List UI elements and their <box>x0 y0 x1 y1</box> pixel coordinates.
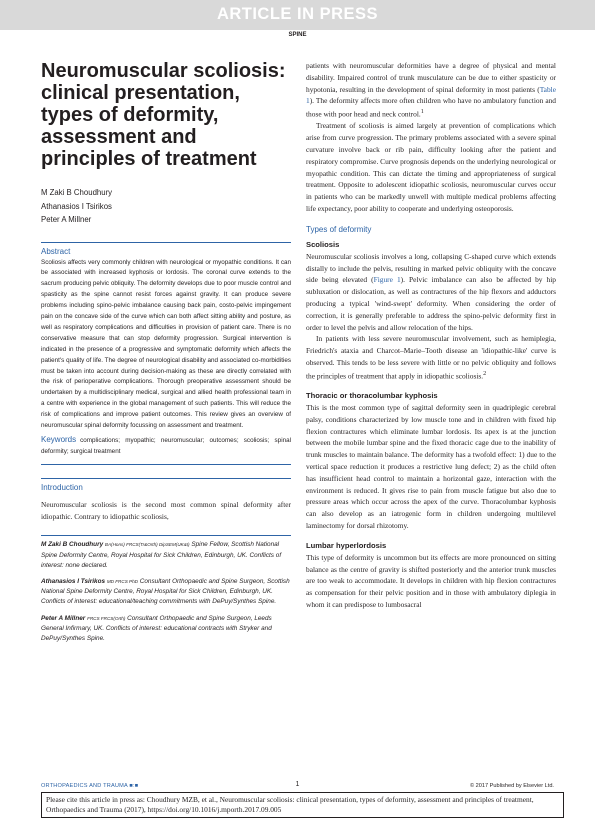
article-in-press-banner <box>0 0 595 30</box>
banner-text: ARTICLE IN PRESS <box>216 5 379 23</box>
author-bio <box>41 614 291 645</box>
author-list <box>41 186 291 227</box>
bio-text: Spine Fellow, Scottish National Spine Deformity Centre, Royal Hospital for Sick Children, Edinburgh, UK. Conflicts of interest: none declared. <box>41 541 282 569</box>
lumbar-hyperlordosis-heading: Lumbar hyperlordosis <box>306 540 387 550</box>
text-run: ). The deformity affects more often children who have no ambulatory function and those with poor head and neck control. <box>306 96 556 119</box>
author-bio <box>41 577 291 608</box>
article-title: Neuromuscular scoliosis: clinical presentation, types of deformity, assessment and principles of treatment <box>41 60 286 170</box>
keywords-text: complications; myopathic; neuromuscular; outcomes; scoliosis; spinal deformity; surgical treatment <box>41 437 291 455</box>
body-paragraph: Treatment of scoliosis is aimed largely at prevention of complications which arise from curve progression. The primary problems associated with a severe spinal curvature involve back or rib pain, difficulty looking after the patient and respiratory compromise. Curve prognosis depends on the underlying neurological or myopathic condition. This can dictate the timing and appropriateness of surgical treatment. Opposite to adolescent idiopathic scoliosis, neuromuscular curves occur in patients who can be markedly unwell with multiple medical problems affecting life expectancy, poor ability to cooperate and underlying osteoporosis. <box>306 121 556 214</box>
text-run: ). Pelvic imbalance can also be affected by hip subluxation or dislocation, as well as contractures of the hip flexors and adductors producing a typical 'wind-swept' deformity. When considering the order of correction, it is generally preferable to address the spino-pelvic deformity first in order to level the pelvis and allow relocation of the hips. <box>306 275 556 332</box>
divider <box>41 535 291 536</box>
figure-1-link[interactable]: Figure 1 <box>373 275 401 285</box>
abstract-text: Scoliosis affects very commonly children with neurological or myopathic conditions. It can be associated with increased kyphosis or lordosis. The coronal curve extends to the sacrum producing pelvic obliquity. The deformity develops due to poor muscle control and spasticity as the spine cannot resist forces against gravity. It can produce severe problems including spino-pelvic imbalance causing back pain, costo-pelvic impingement pain on the concave side of the curve which can both affect sitting ability and posture, as well as respiratory complications and difficulties in provision of patient care. There is no conservative measure that can stop deformity progression. Surgical intervention is indicated in the presence of a progressive and symptomatic deformity which affects the patient's quality of life. The degree of neurological disability and associated co-morbidities must be taken into account during decision-making as these are directly correlated with the risk of perioperative complications. Thorough preoperative assessment should be undertaken by a multidisciplinary medical, surgical and allied health professional team in a centre with experience in the global management of such patients. This will reduce the risk of complications and improve patient outcomes. This review gives an overview of neuromuscular spinal deformity focussing on assessment and treatment. <box>41 258 291 430</box>
section-tag: SPINE <box>288 32 307 38</box>
bio-credentials: FRCS FRCS(Orth) <box>87 615 126 621</box>
journal-footer: ORTHOPAEDICS AND TRAUMA ■:■ <box>41 783 139 789</box>
text-run: In patients with less severe neuromuscular involvement, such as hemiplegia, Friedrich's ataxia and Charcot–Marie–Tooth disease an 'idiopathic-like' curve is observed. This tends to be less severe with little or no pelvic obliquity and follows the principles of treatment that apply in idiopathic scoliosis. <box>306 334 556 381</box>
body-paragraph: This type of deformity is uncommon but its effects are more pronounced on sitting balance as the centre of gravity is shifted posteriorly and the anterior trunk muscles are too weak to accommodate. It develops in children with hip flexion contractures as compensation for their pelvic position and in those with ambulatory diplegia in whom it can predispose to lumbosacral <box>306 552 556 610</box>
text-run: patients with neuromuscular deformities have a degree of physical and mental disability. Impaired control of trunk musculature can be due to either spasticity or hypotonia, resulting in the development of spinal deformity in most patients ( <box>306 61 556 94</box>
keywords <box>41 435 291 458</box>
reference-1[interactable]: 1 <box>420 109 424 116</box>
table-1-link[interactable]: Table 1 <box>306 84 556 106</box>
introduction-heading: Introduction <box>41 482 83 492</box>
copyright-notice: © 2017 Published by Elsevier Ltd. <box>469 783 554 789</box>
author-bio <box>41 540 291 571</box>
author-bios <box>41 540 291 644</box>
scoliosis-heading: Scoliosis <box>306 239 340 249</box>
author-name: M Zaki B Choudhury <box>41 188 113 197</box>
keywords-label: Keywords <box>41 435 77 444</box>
divider <box>41 478 291 479</box>
thoracic-kyphosis-heading: Thoracic or thoracolumbar kyphosis <box>306 391 438 401</box>
introduction-text: Neuromuscular scoliosis is the second most common spinal deformity after idiopathic. Contrary to idiopathic scoliosis, <box>41 499 291 521</box>
text-run: Neuromuscular scoliosis involves a long, collapsing C-shaped curve which extends distally to include the pelvis, resulting in marked pelvic obliquity with the concave side being elevated ( <box>306 251 556 285</box>
bio-name: Athanasios I Tsirikos <box>41 578 106 586</box>
bio-credentials: BA(Hons) FRCS(Tr&Orth) DipSEM(UK&I) <box>104 542 190 548</box>
types-of-deformity-heading: Types of deformity <box>306 224 372 234</box>
body-paragraph <box>306 333 556 382</box>
reference-2[interactable]: 2 <box>483 370 487 377</box>
bio-text: Consultant Orthopaedic and Spine Surgeon, Leeds General Infirmary, UK. Conflicts of interest: educational contracts with Stryker and DePuy/Synthes Spine. <box>41 614 272 643</box>
author-name: Athanasios I Tsirikos <box>41 201 112 211</box>
left-column <box>41 60 291 650</box>
page-number: 1 <box>295 781 300 788</box>
bio-credentials: MD FRCS PhD <box>106 579 138 585</box>
bio-name: M Zaki B Choudhury <box>41 541 104 549</box>
body-paragraph <box>306 60 556 120</box>
divider <box>41 464 291 465</box>
abstract-heading: Abstract <box>41 246 71 256</box>
bio-name: Peter A Millner <box>41 614 86 622</box>
body-paragraph <box>306 251 556 334</box>
author-name: Peter A Millner <box>41 215 92 224</box>
divider <box>41 242 291 243</box>
citation-box: Please cite this article in press as: Choudhury MZB, et al., Neuromuscular scoliosis: clinical presentation, types of deformity, assessment and principles of treatment, Orthopaedics and Trauma (2017), https://doi.org/10.1016/j.mporth.2017.09.005 <box>41 792 564 818</box>
body-paragraph: This is the most common type of sagittal deformity seen in quadriplegic cerebral palsy, conditions characterized by low muscle tone and in children with fixed hip flexion contractures which eliminate lumbar lordosis. Its apex is at the junction between the mobile lumbar spine and the fixed thoracic cage due to the inability of trunk muscles to maintain balance. The deformity has a twofold effect: 1) due to the vertical space reduction it produces a restrictive lung defect; 2) as the child often has insufficient head control to maintain a horizontal gaze, interaction with the environment is reduced. It gives rise to pain from muscle fatigue but also due to pressure areas which occur across the apex of the curve. Thoracolumbar kyphosis can also develop as an iatrogenic form in children undergoing multilevel laminectomy for dorsal rhizotomy. <box>306 403 556 531</box>
right-column <box>306 60 556 611</box>
bio-text: Consultant Orthopaedic and Spine Surgeon, Scottish National Spine Deformity Centre, Royal Hospital for Sick Children, Edinburgh, UK. Conflicts of interest: educational/teaching commitments with DePuy/Synthes Spine. <box>41 578 290 606</box>
